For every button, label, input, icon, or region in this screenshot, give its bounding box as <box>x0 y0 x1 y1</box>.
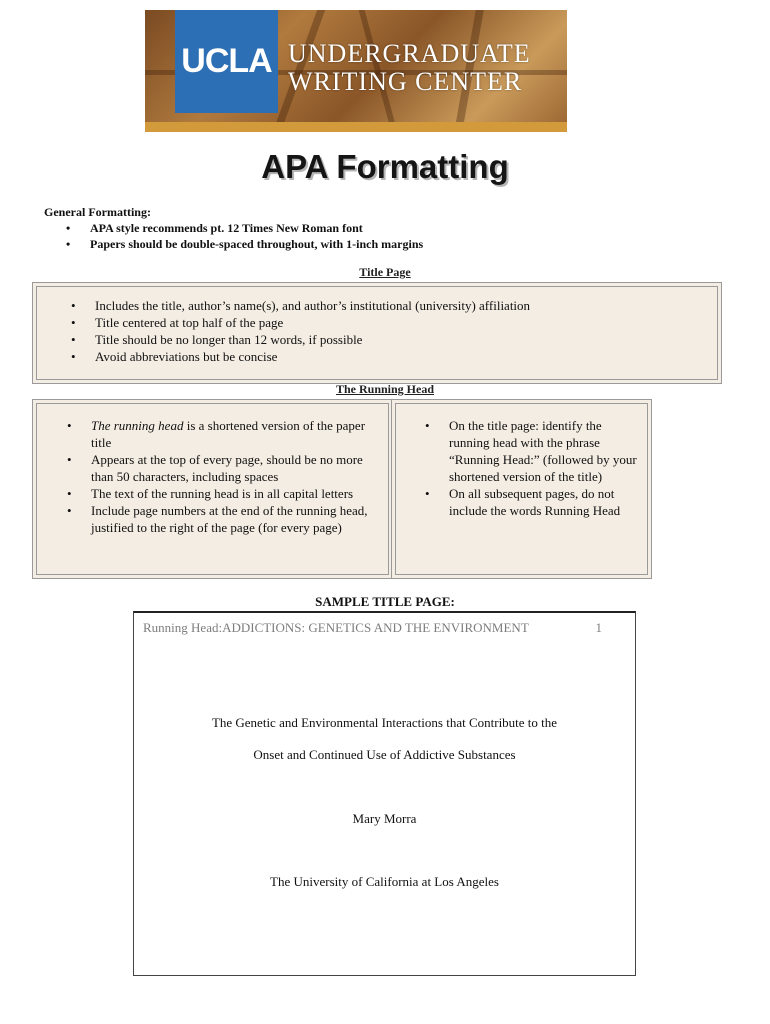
sample-affiliation: The University of California at Los Angeles <box>270 874 499 889</box>
center-name-line1: UNDERGRADUATE <box>288 39 531 68</box>
banner-gold-strip <box>145 122 567 132</box>
running-head-emphasis: The running head <box>91 418 184 433</box>
center-name-line2: WRITING CENTER <box>288 67 523 96</box>
running-head-left-box <box>36 403 389 575</box>
list-item: • Papers should be double-spaced throughout, with 1-inch margins <box>90 236 423 252</box>
list-item: • On the title page: identify the running head with the phrase “Running Head:” (followed by your shortened version of the title) <box>449 417 639 485</box>
running-head-right-list <box>396 404 647 519</box>
list-item: • Appears at the top of every page, should be no more than 50 characters, including spaces <box>91 451 380 485</box>
ucla-logo <box>175 10 278 113</box>
page-title: APA Formatting <box>261 148 509 185</box>
general-formatting <box>44 204 423 252</box>
sample-title-line1: The Genetic and Environmental Interactions that Contribute to the <box>211 715 558 730</box>
general-heading: General Formatting: <box>44 205 151 219</box>
writing-center-name <box>288 40 531 96</box>
general-list <box>44 220 423 252</box>
sample-running-head: Running Head:ADDICTIONS: GENETICS AND THE ENVIRONMENT <box>143 620 529 635</box>
title-page-box <box>36 286 718 380</box>
sample-title-page-heading: SAMPLE TITLE PAGE: <box>315 594 455 609</box>
running-head-heading: The Running Head <box>335 382 435 396</box>
list-item: • Title should be no longer than 12 words, if possible <box>95 331 717 348</box>
sample-title-line2: Onset and Continued Use of Addictive Substances <box>253 747 516 762</box>
list-item: • The text of the running head is in all capital letters <box>91 485 380 502</box>
title-page-list <box>37 287 717 365</box>
list-item: • APA style recommends pt. 12 Times New Roman font <box>90 220 423 236</box>
running-head-left-list <box>37 404 388 536</box>
list-item: • On all subsequent pages, do not include the words Running Head <box>449 485 639 519</box>
list-item: • Include page numbers at the end of the running head, justified to the right of the page (for every page) <box>91 502 380 536</box>
list-item: • The running head is a shortened version of the paper title <box>91 417 380 451</box>
list-item: • Title centered at top half of the page <box>95 314 717 331</box>
sample-author: Mary Morra <box>352 811 417 826</box>
sample-title-page <box>133 611 636 976</box>
list-item: • Avoid abbreviations but be concise <box>95 348 717 365</box>
ucla-writing-center-banner <box>145 10 567 132</box>
running-head-right-box <box>395 403 648 575</box>
ucla-logo-text: UCLA <box>181 42 272 80</box>
sample-page-number: 1 <box>595 620 602 635</box>
title-page-heading: Title Page <box>359 265 411 279</box>
list-item: • Includes the title, author’s name(s), and author’s institutional (university) affiliation <box>95 297 717 314</box>
